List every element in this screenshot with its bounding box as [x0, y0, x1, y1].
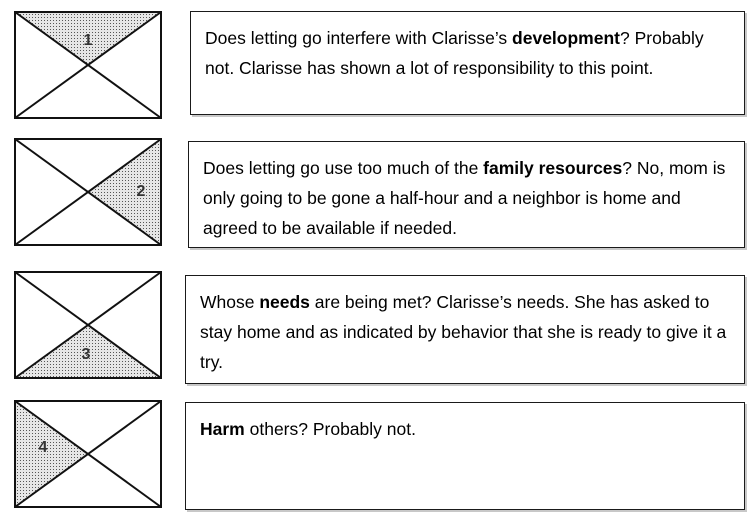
quadrant-number: 2	[136, 183, 146, 200]
explanation-text	[200, 419, 416, 439]
explanation-fragment: ? Probably not. Clarisse has shown a lot of responsibility to this point.	[205, 28, 704, 78]
explanation-fragment: Does letting go interfere with Clarisse’s	[205, 28, 513, 48]
explanation-text	[205, 28, 704, 78]
quadrant-number: 4	[38, 439, 48, 456]
quadrant-icon-4	[14, 400, 162, 508]
explanation-box-4	[185, 402, 745, 510]
explanation-fragment: others? Probably not.	[244, 419, 416, 439]
explanation-box-1	[190, 11, 745, 115]
x-box-top-shaded-icon	[14, 11, 162, 119]
explanation-text	[203, 158, 725, 238]
explanation-fragment: Does letting go use too much of the	[203, 158, 484, 178]
explanation-fragment: ? No, mom is only going to be gone a half-hour and a neighbor is home and agreed to be available if needed.	[203, 158, 726, 238]
quadrant-icon-3	[14, 271, 162, 379]
quadrant-number: 1	[83, 32, 93, 49]
x-box-right-shaded-icon	[14, 138, 162, 246]
quadrant-icon-2	[14, 138, 162, 246]
explanation-box-3	[185, 275, 745, 384]
emphasis-term: development	[512, 28, 620, 48]
explanation-fragment: are being met? Clarisse’s needs. She has asked to stay home and as indicated by behavior that she is ready to give it a try.	[200, 292, 727, 372]
quadrant-number: 3	[81, 346, 91, 363]
quadrant-icon-1	[14, 11, 162, 119]
explanation-box-2	[188, 141, 745, 248]
emphasis-term: family resources	[483, 158, 623, 178]
emphasis-term: Harm	[200, 419, 245, 439]
emphasis-term: needs	[259, 292, 310, 312]
x-box-left-shaded-icon	[14, 400, 162, 508]
x-box-bottom-shaded-icon	[14, 271, 162, 379]
explanation-fragment: Whose	[200, 292, 260, 312]
explanation-text	[200, 292, 726, 372]
